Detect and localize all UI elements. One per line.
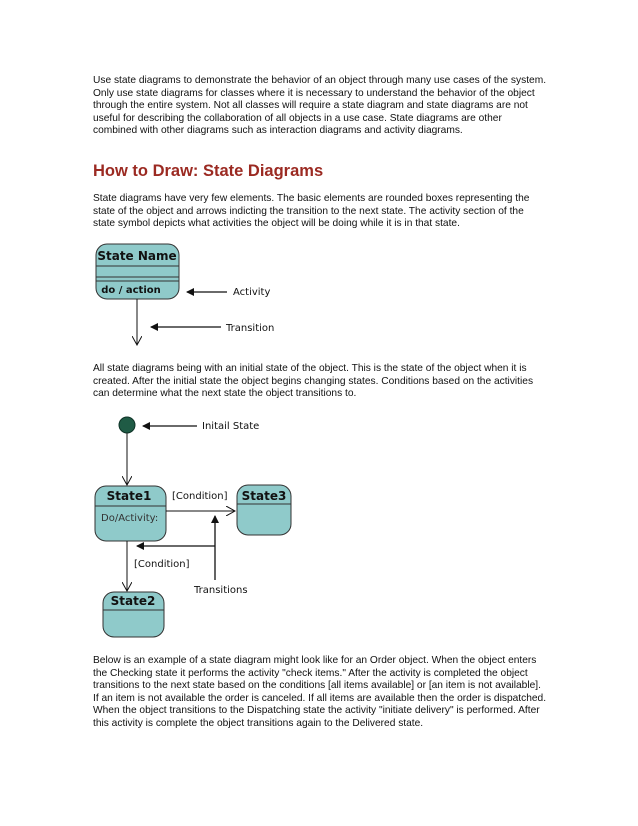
elements-paragraph: State diagrams have very few elements. The basic elements are rounded boxes representing the state of the object and arrows indicting the transition to the next state. The activity section of the state symbol depicts what activities the object will be doing while it is in that state. <box>93 193 530 230</box>
state-name-label: State Name <box>97 249 177 263</box>
order-example-paragraph: Below is an example of a state diagram might look like for an Order object. When the object enters the Checking state it performs the activity "check items." After the activity is completed the object transitions to the next state based on the conditions [all items available] or [an item is not available]. If an item is not available the order is canceled. If all items are available then the order is dispatched. When the object transitions to the Dispatching state the activity "initiate delivery" is performed. After this activity is complete the object transitions again to the Delivered state. <box>93 655 547 729</box>
initial-state-callout: Initail State <box>202 421 260 432</box>
transition-callout: Transition <box>226 323 275 334</box>
state-symbol-diagram <box>93 241 283 349</box>
state1-label: State1 <box>106 489 152 503</box>
action-label: do / action <box>101 285 161 296</box>
condition-left-label: [Condition] <box>134 559 190 570</box>
intro-paragraph: Use state diagrams to demonstrate the behavior of an object through many use cases of the system. Only use state diagrams for classes where it is necessary to understand the behavior of the object through the entire system. Not all classes will require a state diagram and state diagrams are not useful for describing the collaboration of all objects in a use case. State diagrams are other combined with other diagrams such as interaction diagrams and activity diagrams. <box>93 75 547 137</box>
activity-callout: Activity <box>233 287 271 298</box>
initial-state-paragraph: All state diagrams being with an initial state of the object. This is the state of the object when it is created. After the initial state the object begins changing states. Conditions based on the activities can determine what the next state the object transitions to. <box>93 363 534 400</box>
state3-label: State3 <box>241 489 287 503</box>
state-transition-diagram <box>93 410 298 642</box>
transitions-callout: Transitions <box>194 585 248 596</box>
section-heading: How to Draw: State Diagrams <box>93 162 324 180</box>
state1-activity-label: Do/Activity: <box>101 513 159 524</box>
state2-label: State2 <box>110 594 156 608</box>
initial-state-dot <box>119 417 135 433</box>
condition-top-label: [Condition] <box>172 491 228 502</box>
